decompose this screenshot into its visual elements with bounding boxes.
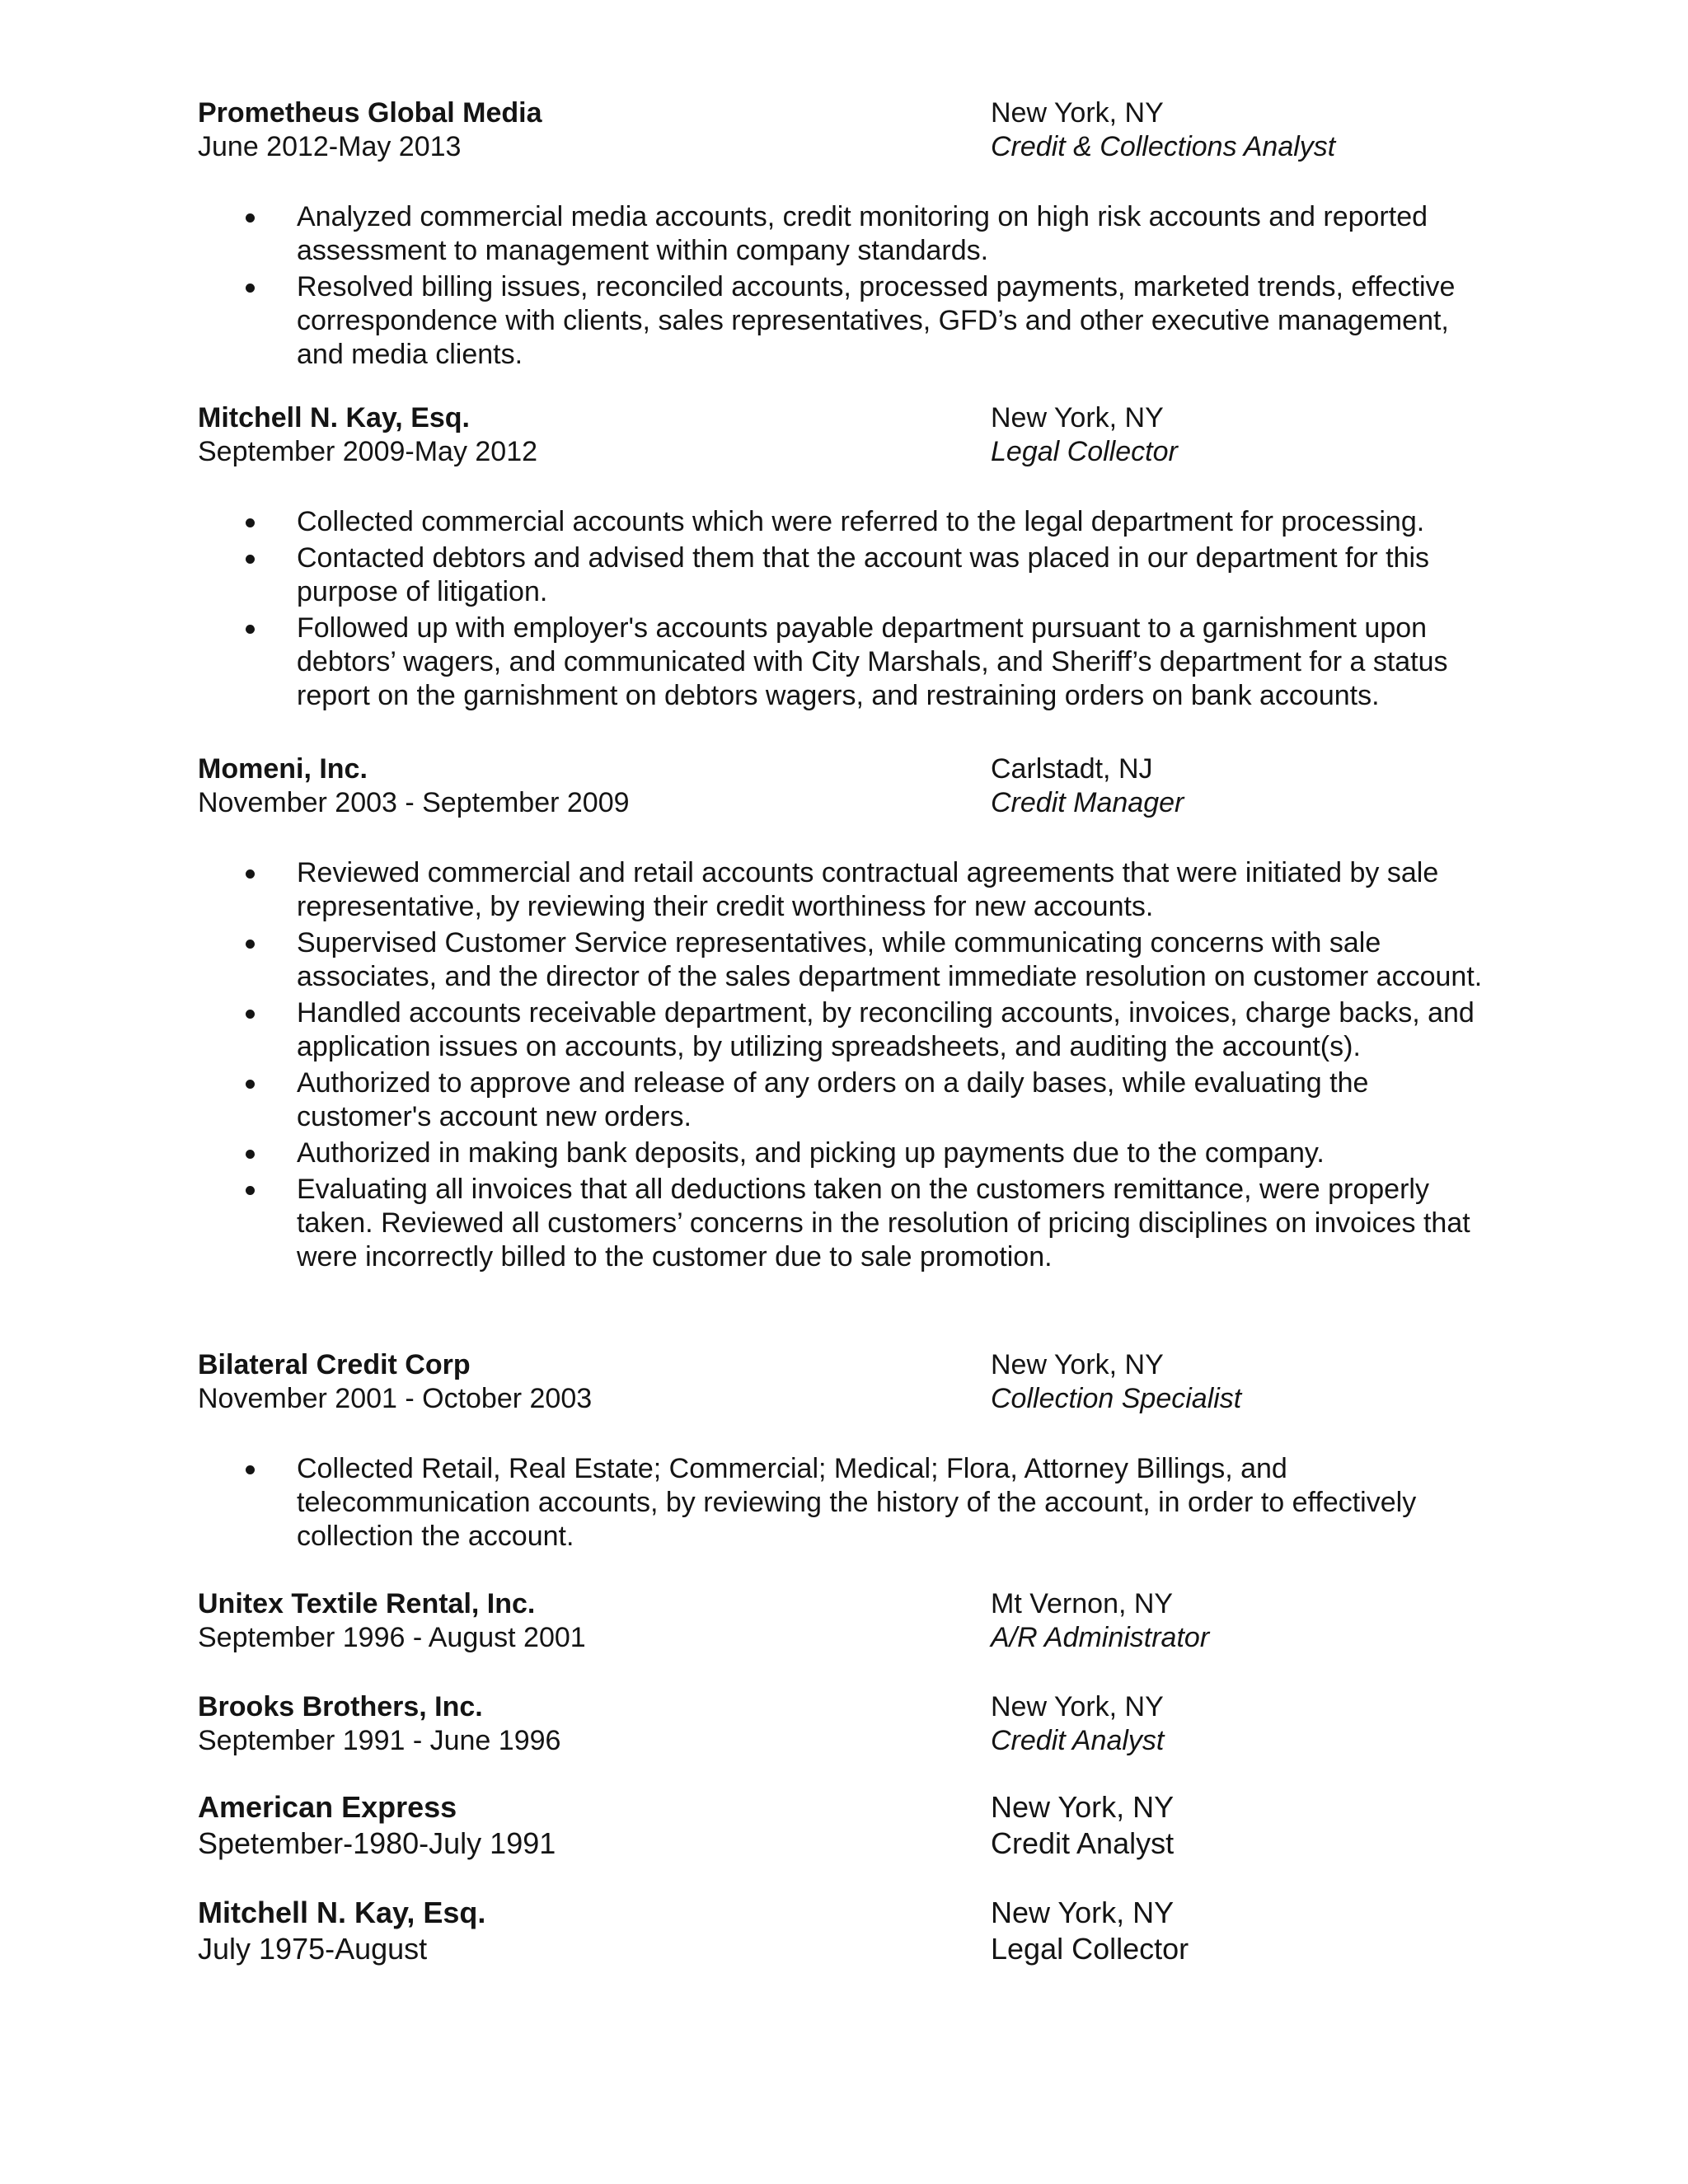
bullet-icon	[246, 1010, 255, 1019]
responsibility-item	[198, 1137, 1500, 1170]
responsibility-text: Supervised Customer Service representatives, while communicating concerns with sale associates, and the director of the sales department immediate resolution on customer account.	[297, 927, 1483, 992]
job-entry	[198, 1895, 1500, 1967]
company-name: Unitex Textile Rental, Inc.	[198, 1588, 536, 1619]
company-name: Mitchell N. Kay, Esq.	[198, 1896, 486, 1929]
responsibility-item	[198, 926, 1500, 994]
job-entry	[198, 1690, 1500, 1758]
responsibility-item	[198, 1452, 1500, 1554]
responsibility-list	[198, 856, 1500, 1274]
responsibility-item	[198, 541, 1500, 609]
responsibility-item	[198, 1173, 1500, 1274]
responsibility-item	[198, 612, 1500, 713]
job-entry	[198, 96, 1500, 374]
responsibility-list	[198, 505, 1500, 713]
company-name: Momeni, Inc.	[198, 753, 368, 785]
company-name: Bilateral Credit Corp	[198, 1349, 471, 1380]
job-location: New York, NY	[991, 402, 1164, 434]
bullet-icon	[246, 1465, 255, 1474]
job-location: Carlstadt, NJ	[991, 753, 1153, 785]
job-location: Mt Vernon, NY	[991, 1588, 1174, 1619]
responsibility-text: Collected commercial accounts which were referred to the legal department for processing.	[297, 506, 1425, 537]
responsibility-item	[198, 1066, 1500, 1134]
company-name: Mitchell N. Kay, Esq.	[198, 402, 471, 434]
responsibility-item	[198, 505, 1500, 539]
job-header	[198, 1895, 1500, 1967]
job-title: Credit Manager	[991, 787, 1184, 818]
job-entry	[198, 1348, 1500, 1556]
responsibility-text: Contacted debtors and advised them that the account was placed in our department for this purpose of litigation.	[297, 542, 1430, 607]
company-name: Brooks Brothers, Inc.	[198, 1691, 483, 1722]
company-name: American Express	[198, 1790, 457, 1824]
bullet-icon	[246, 940, 255, 949]
job-title: Collection Specialist	[991, 1383, 1242, 1414]
responsibility-item	[198, 856, 1500, 924]
employment-dates: November 2001 - October 2003	[198, 1383, 593, 1414]
responsibility-item	[198, 996, 1500, 1064]
company-name: Prometheus Global Media	[198, 97, 542, 129]
employment-dates: July 1975-August	[198, 1932, 428, 1966]
responsibility-text: Handled accounts receivable department, by reconciling accounts, invoices, charge backs, and application issues on accounts, by utilizing spreadsheets, and auditing the account(s).	[297, 997, 1475, 1062]
employment-dates: Spetember-1980-July 1991	[198, 1826, 556, 1860]
employment-dates: September 2009-May 2012	[198, 436, 538, 467]
job-entry	[198, 401, 1500, 715]
job-title: Credit Analyst	[991, 1725, 1165, 1756]
responsibility-text: Resolved billing issues, reconciled accounts, processed payments, marketed trends, effective correspondence with clients, sales representatives, GFD’s and other executive management, and media clients.	[297, 271, 1456, 370]
responsibility-item	[198, 200, 1500, 268]
job-location: New York, NY	[991, 97, 1164, 129]
job-location: New York, NY	[991, 1790, 1175, 1824]
bullet-icon	[246, 869, 255, 879]
responsibility-text: Authorized in making bank deposits, and picking up payments due to the company.	[297, 1137, 1325, 1169]
job-header	[198, 1587, 1500, 1655]
job-header	[198, 1348, 1500, 1416]
responsibility-text: Reviewed commercial and retail accounts contractual agreements that were initiated by sale representative, by reviewing their credit worthiness for new accounts.	[297, 857, 1439, 922]
job-header	[198, 1690, 1500, 1758]
responsibility-item	[198, 270, 1500, 372]
bullet-icon	[246, 1150, 255, 1159]
job-title: A/R Administrator	[991, 1622, 1210, 1653]
job-entry	[198, 752, 1500, 1277]
bullet-icon	[246, 284, 255, 293]
job-title: Credit & Collections Analyst	[991, 131, 1336, 162]
job-location: New York, NY	[991, 1349, 1164, 1380]
job-title: Legal Collector	[991, 1932, 1189, 1966]
bullet-icon	[246, 518, 255, 527]
responsibility-list	[198, 200, 1500, 372]
job-header	[198, 752, 1500, 820]
job-header	[198, 1789, 1500, 1862]
job-title: Legal Collector	[991, 436, 1178, 467]
employment-dates: September 1996 - August 2001	[198, 1622, 586, 1653]
bullet-icon	[246, 625, 255, 634]
job-header	[198, 401, 1500, 469]
job-entry	[198, 1789, 1500, 1862]
responsibility-text: Collected Retail, Real Estate; Commercial; Medical; Flora, Attorney Billings, and telecommunication accounts, by reviewing the history of the account, in order to effectively collection the account.	[297, 1453, 1417, 1552]
responsibility-list	[198, 1452, 1500, 1554]
bullet-icon	[246, 213, 255, 223]
job-location: New York, NY	[991, 1691, 1164, 1722]
responsibility-text: Analyzed commercial media accounts, credit monitoring on high risk accounts and reported assessment to management within company standards.	[297, 201, 1428, 266]
job-header	[198, 96, 1500, 164]
employment-dates: November 2003 - September 2009	[198, 787, 630, 818]
job-entry	[198, 1587, 1500, 1655]
responsibility-text: Followed up with employer's accounts payable department pursuant to a garnishment upon debtors’ wagers, and communicated with City Marshals, and Sheriff’s department for a status report on the garnishment on debtors wagers, and restraining orders on bank accounts.	[297, 612, 1448, 711]
bullet-icon	[246, 555, 255, 564]
bullet-icon	[246, 1080, 255, 1089]
job-title: Credit Analyst	[991, 1826, 1175, 1860]
employment-dates: September 1991 - June 1996	[198, 1725, 561, 1756]
job-location: New York, NY	[991, 1896, 1175, 1929]
employment-dates: June 2012-May 2013	[198, 131, 462, 162]
responsibility-text: Authorized to approve and release of any orders on a daily bases, while evaluating the customer's account new orders.	[297, 1067, 1369, 1132]
bullet-icon	[246, 1186, 255, 1195]
responsibility-text: Evaluating all invoices that all deductions taken on the customers remittance, were properly taken. Reviewed all customers’ concerns in the resolution of pricing disciplines on invoices that were incorrectly billed to the customer due to sale promotion.	[297, 1174, 1470, 1272]
